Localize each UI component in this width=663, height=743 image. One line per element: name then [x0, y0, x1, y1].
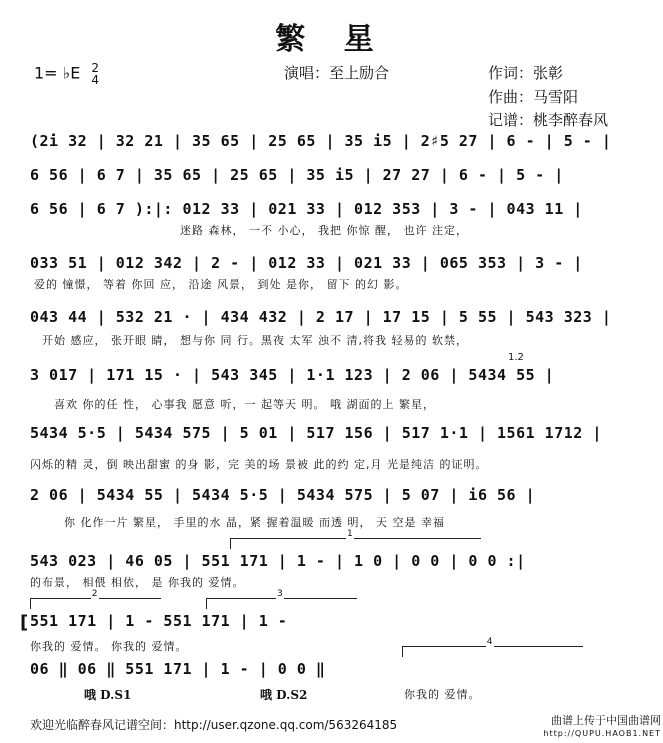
lyric-line: 你我的 爱情。 你我的 爱情。	[30, 640, 188, 653]
lyric-line: 爱的 憧憬， 等着 你回 应， 沿途 风景， 到处 是你， 留下 的幻 影。	[34, 278, 408, 291]
footer-credit: 欢迎光临醉春风记谱空间：http://user.qzone.qq.com/563264185	[30, 718, 398, 732]
notes-line: 2 06 | 5434 55 | 5434 5·5 | 5434 575 | 5 07 | i6 56 |	[30, 486, 536, 504]
volta-bracket-1: 1	[230, 538, 481, 549]
final-lyric: 你我的 爱情。	[404, 688, 481, 701]
notes-line: 6 56 | 6 7 ):|: 012 33 | 021 33 | 012 353 | 3 - | 043 11 |	[30, 200, 583, 218]
lyric-line: 迷路 森林， 一不 小心， 我把 你惊 醒， 也许 注定，	[180, 224, 468, 237]
notes-line: 543 023 | 46 05 | 551 171 | 1 - | 1 0 | 0 0 | 0 0 :|	[30, 552, 526, 570]
key-label: 1= ♭E	[34, 63, 81, 83]
notes-line: 033 51 | 012 342 | 2 - | 012 33 | 021 33 | 065 353 | 3 - |	[30, 254, 583, 272]
singer-credit: 演唱：至上励合	[284, 64, 390, 82]
lyric-line: 喜欢 你的任 性， 心事我 愿意 听，一 起等天 明。 哦 湖面的上 繁星，	[54, 398, 435, 411]
notes-line: 043 44 | 532 21 · | 434 432 | 2 17 | 17 15 | 5 55 | 543 323 |	[30, 308, 612, 326]
lyricist-credit: 作词：张彰	[488, 64, 564, 82]
ending-marker-1-2: 1.2	[508, 352, 524, 363]
notes-line: 5434 5·5 | 5434 575 | 5 01 | 517 156 | 517 1·1 | 1561 1712 |	[30, 424, 602, 442]
lyric-line: 开始 感应， 张开眼 睛， 想与你 同 行。黑夜 太军 浊不 清,将我 轻易的 软禁，	[42, 334, 468, 347]
volta-bracket-3: 3	[206, 598, 357, 609]
time-bottom: 4	[91, 73, 100, 87]
lyric-line: 闪烁的精 灵，倒 映出甜蜜 的身 影，完 美的场 景被 此的约 定,月 光是纯洁 的证明。	[30, 458, 488, 471]
dal-segno-2: 哦 D.S2	[260, 688, 308, 702]
notes-line: 6 56 | 6 7 | 35 65 | 25 65 | 35 i5 | 27 27 | 6 - | 5 - |	[30, 166, 564, 184]
transcriber-credit: 记谱：桃李醉春风	[488, 111, 609, 129]
system-brace: [	[20, 612, 29, 633]
watermark-line-2: http://QUPU.HAOB1.NET	[543, 729, 661, 738]
notes-line: (2̇i 32 | 32 21 | 35 65 | 25 65 | 35 i5 | 2♯5 27 | 6 - | 5 - |	[30, 132, 612, 150]
dal-segno-1: 哦 D.S1	[84, 688, 132, 702]
notes-line: 3 017 | 171 15 · | 543 345 | 1·1 123 | 2 06 | 5434 55 |	[30, 366, 555, 384]
lyric-line: 的布景， 相偎 相依， 是 你我的 爱情。	[30, 576, 245, 589]
time-top: 2	[91, 61, 100, 75]
song-title: 繁 星	[275, 22, 388, 57]
watermark	[543, 714, 661, 740]
composer-credit: 作曲：马雪阳	[488, 88, 579, 106]
time-signature	[91, 62, 99, 86]
volta-bracket-4: 4	[402, 646, 583, 657]
key-signature	[34, 62, 99, 86]
lyric-line: 你 化作一片 繁星， 手里的水 晶，紧 握着温暖 而透 明， 天 空是 幸福	[64, 516, 445, 529]
volta-bracket-2: 2	[30, 598, 161, 609]
notes-line: 551 171 | 1 - 551 171 | 1 -	[30, 612, 288, 630]
watermark-line-1: 曲谱上传于中国曲谱网	[551, 714, 661, 727]
notes-line: 06 ‖ 06 ‖ 551 171 | 1 - | 0 0 ‖	[30, 660, 326, 678]
